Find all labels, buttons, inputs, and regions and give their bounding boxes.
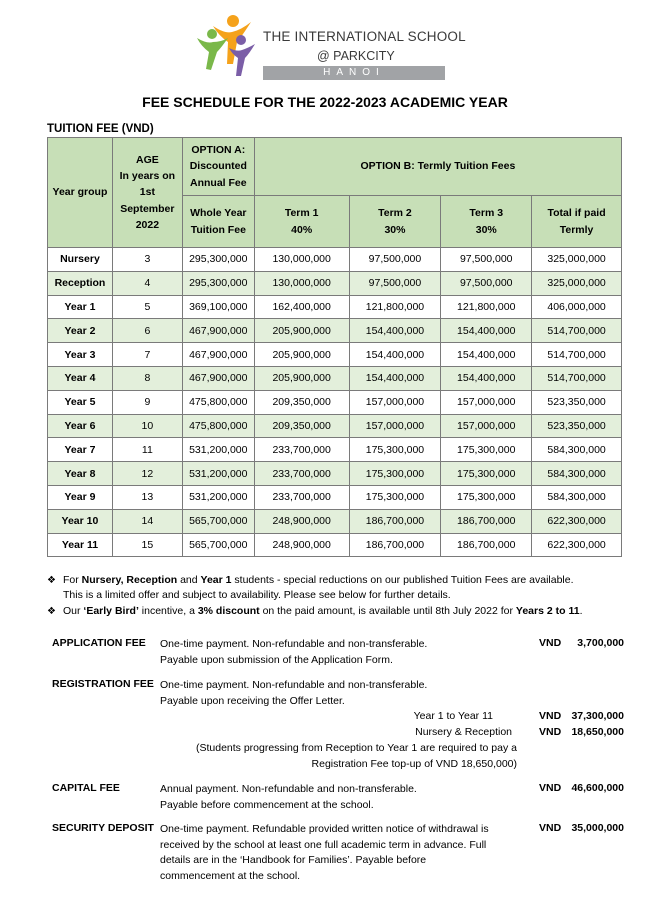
- cell-t2: 175,300,000: [349, 438, 441, 462]
- header-term-3: Term 3 30%: [441, 196, 532, 248]
- cell-t3: 175,300,000: [441, 438, 532, 462]
- cell-age: 6: [112, 319, 182, 343]
- table-row: [48, 295, 622, 319]
- cell-t1: 205,900,000: [254, 343, 349, 367]
- cell-total: 325,000,000: [532, 248, 622, 272]
- cell-age: 7: [112, 343, 182, 367]
- cell-t2: 186,700,000: [349, 509, 441, 533]
- table-row: [48, 343, 622, 367]
- cell-whole: 475,800,000: [182, 414, 254, 438]
- application-fee-label: APPLICATION FEE: [52, 637, 146, 649]
- cell-t1: 209,350,000: [254, 414, 349, 438]
- cell-t3: 186,700,000: [441, 509, 532, 533]
- cell-total: 622,300,000: [532, 533, 622, 557]
- cell-whole: 295,300,000: [182, 248, 254, 272]
- cell-t3: 121,800,000: [441, 295, 532, 319]
- cell-t3: 157,000,000: [441, 414, 532, 438]
- cell-t1: 233,700,000: [254, 438, 349, 462]
- cell-age: 8: [112, 366, 182, 390]
- application-fee-description: One-time payment. Non-refundable and non-transferable. Payable upon submission of the Application Form.: [160, 638, 428, 666]
- cell-total: 514,700,000: [532, 319, 622, 343]
- cell-total: 584,300,000: [532, 485, 622, 509]
- cell-t3: 175,300,000: [441, 485, 532, 509]
- security-deposit-label: SECURITY DEPOSIT: [52, 822, 154, 834]
- header-term-1: Term 1 40%: [254, 196, 349, 248]
- cell-whole: 531,200,000: [182, 485, 254, 509]
- cell-t2: 175,300,000: [349, 485, 441, 509]
- cell-total: 622,300,000: [532, 509, 622, 533]
- cell-t1: 162,400,000: [254, 295, 349, 319]
- cell-total: 514,700,000: [532, 343, 622, 367]
- capital-fee-label: CAPITAL FEE: [52, 782, 120, 794]
- cell-total: 584,300,000: [532, 462, 622, 486]
- header-option-b: OPTION B: Termly Tuition Fees: [254, 138, 621, 196]
- cell-t1: 205,900,000: [254, 366, 349, 390]
- registration-sub-label-nursery: Nursery & Reception: [415, 726, 512, 738]
- registration-top-up-note: (Students progressing from Reception to Year 1 are required to pay a Registration Fee top-up of VND 18,650,000): [195, 742, 517, 770]
- table-row: [48, 438, 622, 462]
- cell-whole: 475,800,000: [182, 390, 254, 414]
- cell-total: 514,700,000: [532, 366, 622, 390]
- cell-group: Year 3: [48, 343, 113, 367]
- capital-fee-currency: VND: [539, 782, 562, 794]
- cell-t3: 154,400,000: [441, 319, 532, 343]
- security-deposit-currency: VND: [539, 822, 562, 834]
- security-deposit-description: One-time payment. Refundable provided written notice of withdrawal is received by the school at least one full academic term in advance. Full details are in the ‘Handbook for Families’. Payable before commencement at the school.: [160, 823, 489, 882]
- cell-t1: 130,000,000: [254, 271, 349, 295]
- cell-age: 11: [112, 438, 182, 462]
- header-term-2: Term 2 30%: [349, 196, 441, 248]
- cell-group: Year 1: [48, 295, 113, 319]
- note-reductions: ❖ For Nursery, Reception and Year 1 students - special reductions on our published Tuition Fees are available. This is a limited offer and subject to availability. Please see below for further details.: [47, 574, 574, 601]
- cell-age: 15: [112, 533, 182, 557]
- cell-t1: 248,900,000: [254, 533, 349, 557]
- cell-group: Year 11: [48, 533, 113, 557]
- cell-age: 12: [112, 462, 182, 486]
- table-title: TUITION FEE (VND): [47, 123, 154, 135]
- school-name-suffix: @ PARKCITY: [317, 49, 395, 63]
- cell-whole: 369,100,000: [182, 295, 254, 319]
- table-row: [48, 319, 622, 343]
- table-row: [48, 462, 622, 486]
- cell-t3: 157,000,000: [441, 390, 532, 414]
- school-name: THE INTERNATIONAL SCHOOL: [263, 29, 466, 44]
- cell-t2: 157,000,000: [349, 390, 441, 414]
- registration-sub-currency-nursery: VND: [539, 726, 562, 738]
- registration-sub-label-year1-11: Year 1 to Year 11: [413, 710, 493, 722]
- cell-whole: 467,900,000: [182, 366, 254, 390]
- cell-t3: 97,500,000: [441, 248, 532, 272]
- header-option-a: OPTION A: Discounted Annual Fee: [182, 138, 254, 196]
- table-row: [48, 509, 622, 533]
- table-row: [48, 248, 622, 272]
- header-year-group: Year group: [48, 138, 113, 248]
- application-fee-amount: 3,700,000: [577, 637, 624, 649]
- table-row: [48, 414, 622, 438]
- tuition-fee-table: [47, 137, 622, 557]
- cell-group: Reception: [48, 271, 113, 295]
- header-age: AGE In years on 1st September 2022: [112, 138, 182, 248]
- cell-group: Year 2: [48, 319, 113, 343]
- cell-age: 5: [112, 295, 182, 319]
- cell-t3: 154,400,000: [441, 343, 532, 367]
- cell-age: 14: [112, 509, 182, 533]
- capital-fee-description: Annual payment. Non-refundable and non-transferable. Payable before commencement at the school.: [160, 783, 417, 811]
- cell-age: 4: [112, 271, 182, 295]
- capital-fee-amount: 46,600,000: [571, 782, 624, 794]
- cell-group: Year 8: [48, 462, 113, 486]
- cell-total: 584,300,000: [532, 438, 622, 462]
- cell-t2: 97,500,000: [349, 248, 441, 272]
- cell-t1: 233,700,000: [254, 462, 349, 486]
- application-fee-currency: VND: [539, 637, 562, 649]
- cell-age: 3: [112, 248, 182, 272]
- cell-whole: 295,300,000: [182, 271, 254, 295]
- security-deposit-amount: 35,000,000: [571, 822, 624, 834]
- cell-group: Year 7: [48, 438, 113, 462]
- school-logo-figures-icon: [195, 12, 257, 78]
- school-logo: [195, 12, 466, 84]
- cell-t2: 97,500,000: [349, 271, 441, 295]
- table-row: [48, 366, 622, 390]
- cell-whole: 531,200,000: [182, 462, 254, 486]
- cell-group: Year 4: [48, 366, 113, 390]
- table-row: [48, 390, 622, 414]
- table-row: [48, 533, 622, 557]
- cell-t1: 209,350,000: [254, 390, 349, 414]
- cell-whole: 565,700,000: [182, 533, 254, 557]
- cell-t3: 154,400,000: [441, 366, 532, 390]
- cell-t3: 97,500,000: [441, 271, 532, 295]
- cell-total: 406,000,000: [532, 295, 622, 319]
- registration-fee-description: One-time payment. Non-refundable and non-transferable. Payable upon receiving the Offer Letter.: [160, 679, 428, 707]
- cell-t2: 154,400,000: [349, 319, 441, 343]
- cell-whole: 531,200,000: [182, 438, 254, 462]
- cell-group: Year 5: [48, 390, 113, 414]
- table-row: [48, 271, 622, 295]
- cell-t2: 175,300,000: [349, 462, 441, 486]
- cell-t2: 186,700,000: [349, 533, 441, 557]
- cell-whole: 565,700,000: [182, 509, 254, 533]
- cell-group: Year 10: [48, 509, 113, 533]
- cell-total: 523,350,000: [532, 390, 622, 414]
- bullet-icon: ❖: [47, 606, 56, 617]
- cell-t1: 130,000,000: [254, 248, 349, 272]
- cell-group: Year 6: [48, 414, 113, 438]
- cell-t1: 233,700,000: [254, 485, 349, 509]
- cell-t1: 248,900,000: [254, 509, 349, 533]
- cell-group: Year 9: [48, 485, 113, 509]
- page-title: FEE SCHEDULE FOR THE 2022-2023 ACADEMIC YEAR: [142, 94, 508, 110]
- cell-total: 523,350,000: [532, 414, 622, 438]
- cell-t3: 186,700,000: [441, 533, 532, 557]
- registration-sub-currency-year1-11: VND: [539, 710, 562, 722]
- cell-t2: 154,400,000: [349, 343, 441, 367]
- registration-fee-label: REGISTRATION FEE: [52, 678, 154, 690]
- bullet-icon: ❖: [47, 575, 56, 586]
- table-row: [48, 485, 622, 509]
- cell-t2: 157,000,000: [349, 414, 441, 438]
- cell-t2: 154,400,000: [349, 366, 441, 390]
- registration-sub-amount-year1-11: 37,300,000: [571, 710, 624, 722]
- cell-t3: 175,300,000: [441, 462, 532, 486]
- cell-age: 13: [112, 485, 182, 509]
- cell-whole: 467,900,000: [182, 319, 254, 343]
- registration-sub-amount-nursery: 18,650,000: [571, 726, 624, 738]
- school-city-bar: HANOI: [263, 66, 445, 80]
- header-whole-year: Whole Year Tuition Fee: [182, 196, 254, 248]
- note-early-bird: ❖ Our ‘Early Bird’ incentive, a 3% discount on the paid amount, is available until 8th July 2022 for Years 2 to 11.: [47, 605, 583, 617]
- cell-t1: 205,900,000: [254, 319, 349, 343]
- cell-whole: 467,900,000: [182, 343, 254, 367]
- cell-age: 10: [112, 414, 182, 438]
- header-total-termly: Total if paid Termly: [532, 196, 622, 248]
- cell-age: 9: [112, 390, 182, 414]
- cell-group: Nursery: [48, 248, 113, 272]
- cell-t2: 121,800,000: [349, 295, 441, 319]
- cell-total: 325,000,000: [532, 271, 622, 295]
